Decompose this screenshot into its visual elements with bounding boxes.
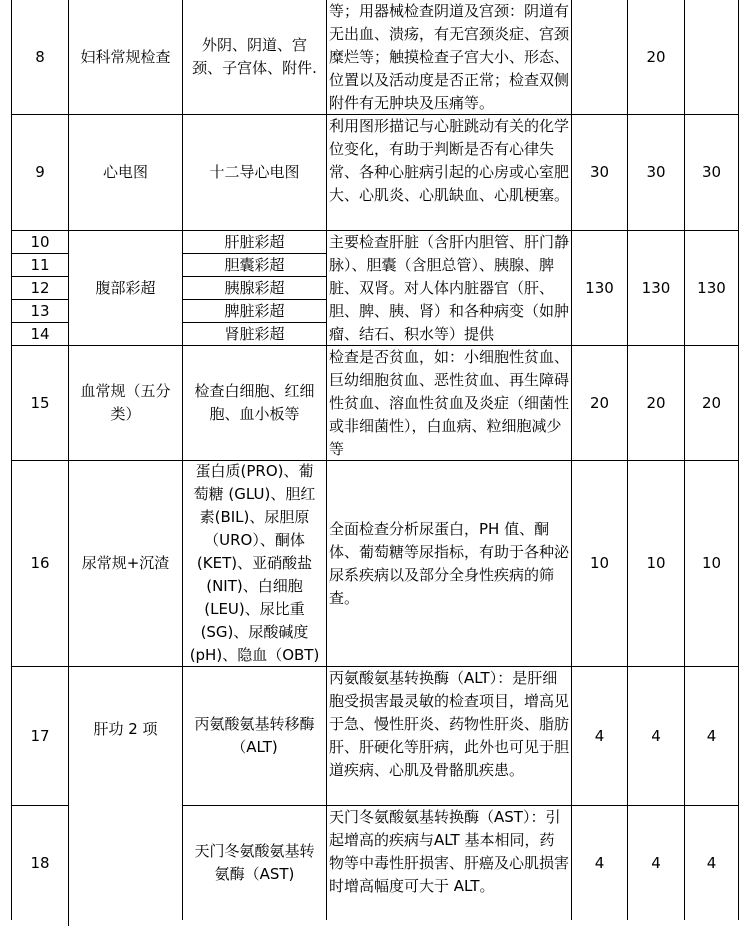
row-13-no: 13: [11, 299, 68, 322]
row-9-no: 9: [11, 114, 68, 230]
row-17-price-3: 4: [684, 666, 739, 805]
row-9-price-1: 30: [571, 114, 627, 230]
row-15-no: 15: [11, 345, 68, 460]
row-16-price-3: 10: [684, 460, 739, 666]
row-15-price-3: 20: [684, 345, 739, 460]
row-9-price-2: 30: [627, 114, 684, 230]
row-8-desc: 等；用器械检查阴道及宫颈：阴道有无出血、溃疡，有无宫颈炎症、宫颈糜烂等；触摸检查子宫大小、形态、位置以及活动度是否正常；检查双侧附件有无肿块及压痛等。: [326, 0, 571, 114]
liver-function-item: 肝功 2 项: [68, 666, 182, 926]
pancreas-ultrasound: 胰腺彩超: [182, 276, 326, 299]
row-11-no: 11: [11, 253, 68, 276]
row-9-content: 十二导心电图: [182, 114, 326, 230]
row-16-price-1: 10: [571, 460, 627, 666]
row-15-price-2: 20: [627, 345, 684, 460]
row-16-item: 尿常规+沉渣: [68, 460, 182, 666]
abdominal-price-2: 130: [627, 230, 684, 345]
row-9-item: 心电图: [68, 114, 182, 230]
row-15-price-1: 20: [571, 345, 627, 460]
row-16-desc: 全面检查分析尿蛋白，PH 值、酮体、葡萄糖等尿指标，有助于各种泌尿系疾病以及部分全身性疾病的筛查。: [326, 460, 571, 666]
row-17-content: 丙氨酸氨基转移酶（ALT): [182, 666, 326, 805]
row-8-content: 外阴、阴道、宫颈、子宫体、附件.: [182, 0, 326, 114]
abdominal-price-3: 130: [684, 230, 739, 345]
row-8-price-1: [571, 0, 627, 114]
kidney-ultrasound: 肾脏彩超: [182, 322, 326, 345]
row-18-content: 天门冬氨酸氨基转氨酶（AST): [182, 805, 326, 920]
row-16-price-2: 10: [627, 460, 684, 666]
spleen-ultrasound: 脾脏彩超: [182, 299, 326, 322]
row-12-no: 12: [11, 276, 68, 299]
row-9-price-3: 30: [684, 114, 739, 230]
row-15-item: 血常规（五分类）: [68, 345, 182, 460]
row-15-desc: 检查是否贫血，如：小细胞性贫血、巨幼细胞贫血、恶性贫血、再生障碍性贫血、溶血性贫血及炎症（细菌性或非细菌性），白血病、粒细胞减少等: [326, 345, 571, 460]
row-8-price-3: [684, 0, 739, 114]
gallbladder-ultrasound: 胆囊彩超: [182, 253, 326, 276]
row-16-content: 蛋白质(PRO)、葡萄糖 (GLU)、胆红素(BIL)、尿胆原（URO）、酮体(KET)、亚硝酸盐(NIT)、白细胞(LEU)、尿比重(SG)、尿酸碱度(pH)、隐血（OBT): [182, 460, 326, 666]
row-8-price-2: 20: [627, 0, 684, 114]
row-14-no: 14: [11, 322, 68, 345]
row-18-no: 18: [11, 805, 68, 920]
row-18-price-1: 4: [571, 805, 627, 920]
row-16-no: 16: [11, 460, 68, 666]
row-17-desc: 丙氨酸氨基转换酶（ALT）：是肝细胞受损害最灵敏的检查项目，增高见于急、慢性肝炎、药物性肝炎、脂肪肝、肝硬化等肝病，此外也可见于胆道疾病、心肌及骨骼肌疾患。: [326, 666, 571, 805]
abdominal-price-1: 130: [571, 230, 627, 345]
liver-ultrasound: 肝脏彩超: [182, 230, 326, 253]
abdominal-ultrasound-desc: 主要检查肝脏（含肝内胆管、肝门静脉）、胆囊（含胆总管）、胰腺、脾脏、双肾。对人体内脏器官（肝、胆、脾、胰、肾）和各种病变（如肿瘤、结石、积水等）提供: [326, 230, 571, 345]
row-17-price-2: 4: [627, 666, 684, 805]
row-18-price-3: 4: [684, 805, 739, 920]
exam-table: [11, 0, 739, 895]
row-17-no: 17: [11, 666, 68, 805]
row-8-item: 妇科常规检查: [68, 0, 182, 114]
row-18-price-2: 4: [627, 805, 684, 920]
row-9-desc: 利用图形描记与心脏跳动有关的化学位变化，有助于判断是否有心律失常、各种心脏病引起的心房或心室肥大、心肌炎、心肌缺血、心肌梗塞。: [326, 114, 571, 230]
row-18-desc: 天门冬氨酸氨基转换酶（AST）：引起增高的疾病与ALT 基本相同，药物等中毒性肝损害、肝癌及心肌损害时增高幅度可大于 ALT。: [326, 805, 571, 920]
row-17-price-1: 4: [571, 666, 627, 805]
row-10-no: 10: [11, 230, 68, 253]
row-15-content: 检查白细胞、红细胞、血小板等: [182, 345, 326, 460]
abdominal-ultrasound-item: 腹部彩超: [68, 230, 182, 345]
row-8-no: 8: [11, 0, 68, 114]
